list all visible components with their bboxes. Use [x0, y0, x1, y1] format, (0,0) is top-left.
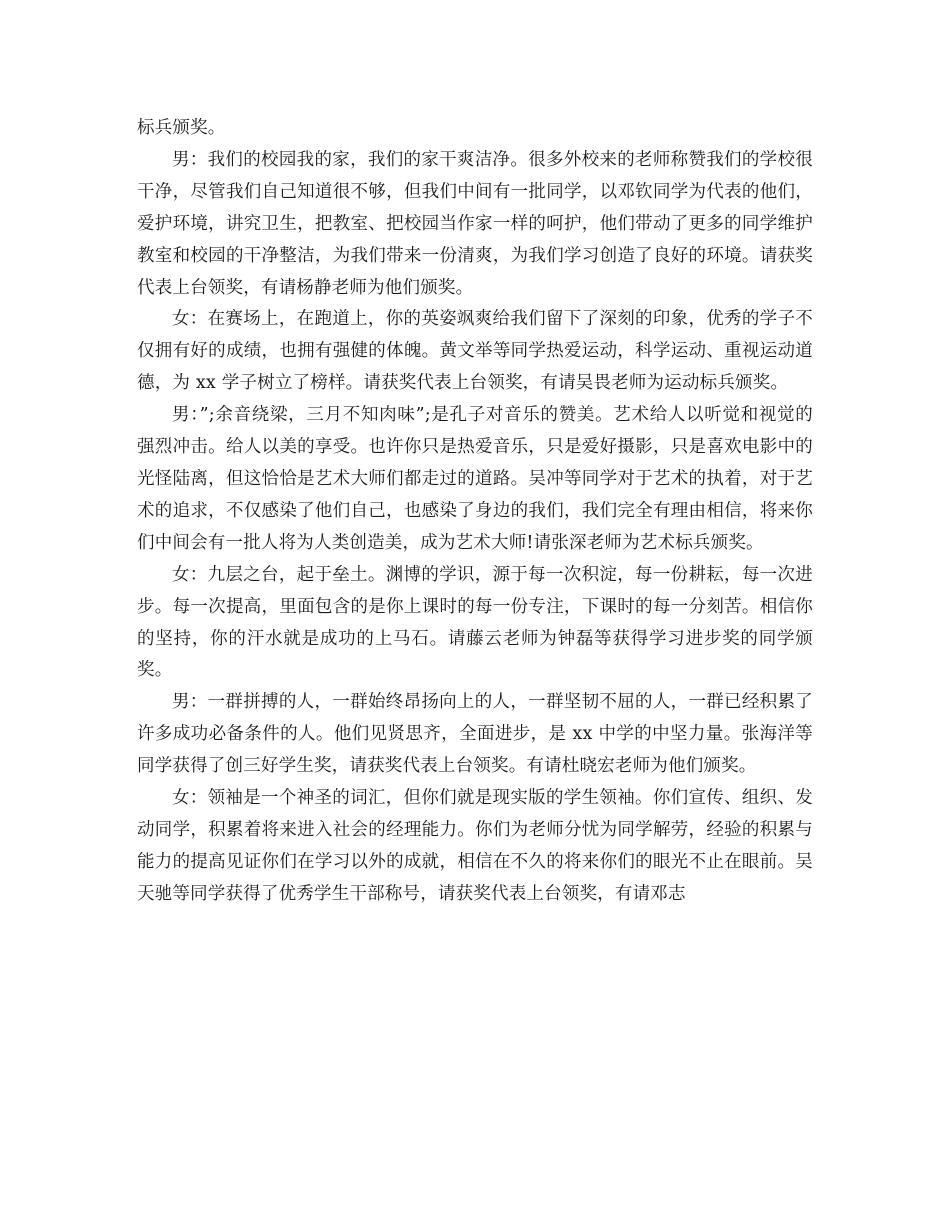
paragraph-female-student-leaders: 女：领袖是一个神圣的词汇，但你们就是现实版的学生领袖。你们宣传、组织、发动同学，积累着将来进入社会的经理能力。你们为老师分忧为同学解劳，经验的积累与能力的提高见证你们在学习以外的成就，相信在不久的将来你们的眼光不止在眼前。吴天驰等同学获得了优秀学生干部称号，请获奖代表上台领奖，有请邓志	[137, 788, 813, 904]
document-body	[137, 113, 813, 911]
paragraph-female-sports: 女：在赛场上，在跑道上，你的英姿飒爽给我们留下了深刻的印象，优秀的学子不仅拥有好的成绩，也拥有强健的体魄。黄文举等同学热爱运动，科学运动、重视运动道德，为 xx 学子树立了榜样。请获奖代表上台领奖，有请吴畏老师为运动标兵颁奖。	[137, 309, 813, 394]
paragraph-continuation: 标兵颁奖。	[137, 118, 226, 138]
paragraph-male-merit-students: 男：一群拼搏的人，一群始终昂扬向上的人，一群坚韧不屈的人，一群已经积累了许多成功必备条件的人。他们见贤思齐，全面进步，是 xx 中学的中坚力量。张海洋等同学获得了创三好学生奖，请获奖代表上台领奖。有请杜晓宏老师为他们颁奖。	[137, 692, 813, 777]
paragraph-female-study-progress: 女：九层之台，起于垒土。渊博的学识，源于每一次积淀，每一份耕耘，每一次进步。每一次提高，里面包含的是你上课时的每一份专注，下课时的每一分刻苦。相信你的坚持，你的汗水就是成功的上马石。请藤云老师为钟磊等获得学习进步奖的同学颁奖。	[137, 564, 813, 681]
paragraph-male-art: 男：”;余音绕梁，三月不知肉味”;是孔子对音乐的赞美。艺术给人以听觉和视觉的强烈冲击。给人以美的享受。也许你只是热爱音乐，只是爱好摄影，只是喜欢电影中的光怪陆离，但这恰恰是艺术大师们都走过的道路。吴冲等同学对于艺术的执着，对于艺术的追求，不仅感染了他们自己，也感染了身边的我们，我们完全有理由相信，将来你们中间会有一批人将为人类创造美，成为艺术大师!请张深老师为艺术标兵颁奖。	[137, 405, 813, 553]
paragraph-male-campus-cleanliness: 男：我们的校园我的家，我们的家干爽洁净。很多外校来的老师称赞我们的学校很干净，尽管我们自己知道很不够，但我们中间有一批同学，以邓钦同学为代表的他们，爱护环境，讲究卫生，把教室、把校园当作家一样的呵护，他们带动了更多的同学维护教室和校园的干净整洁，为我们带来一份清爽，为我们学习创造了良好的环境。请获奖代表上台领奖，有请杨静老师为他们颁奖。	[137, 149, 813, 298]
